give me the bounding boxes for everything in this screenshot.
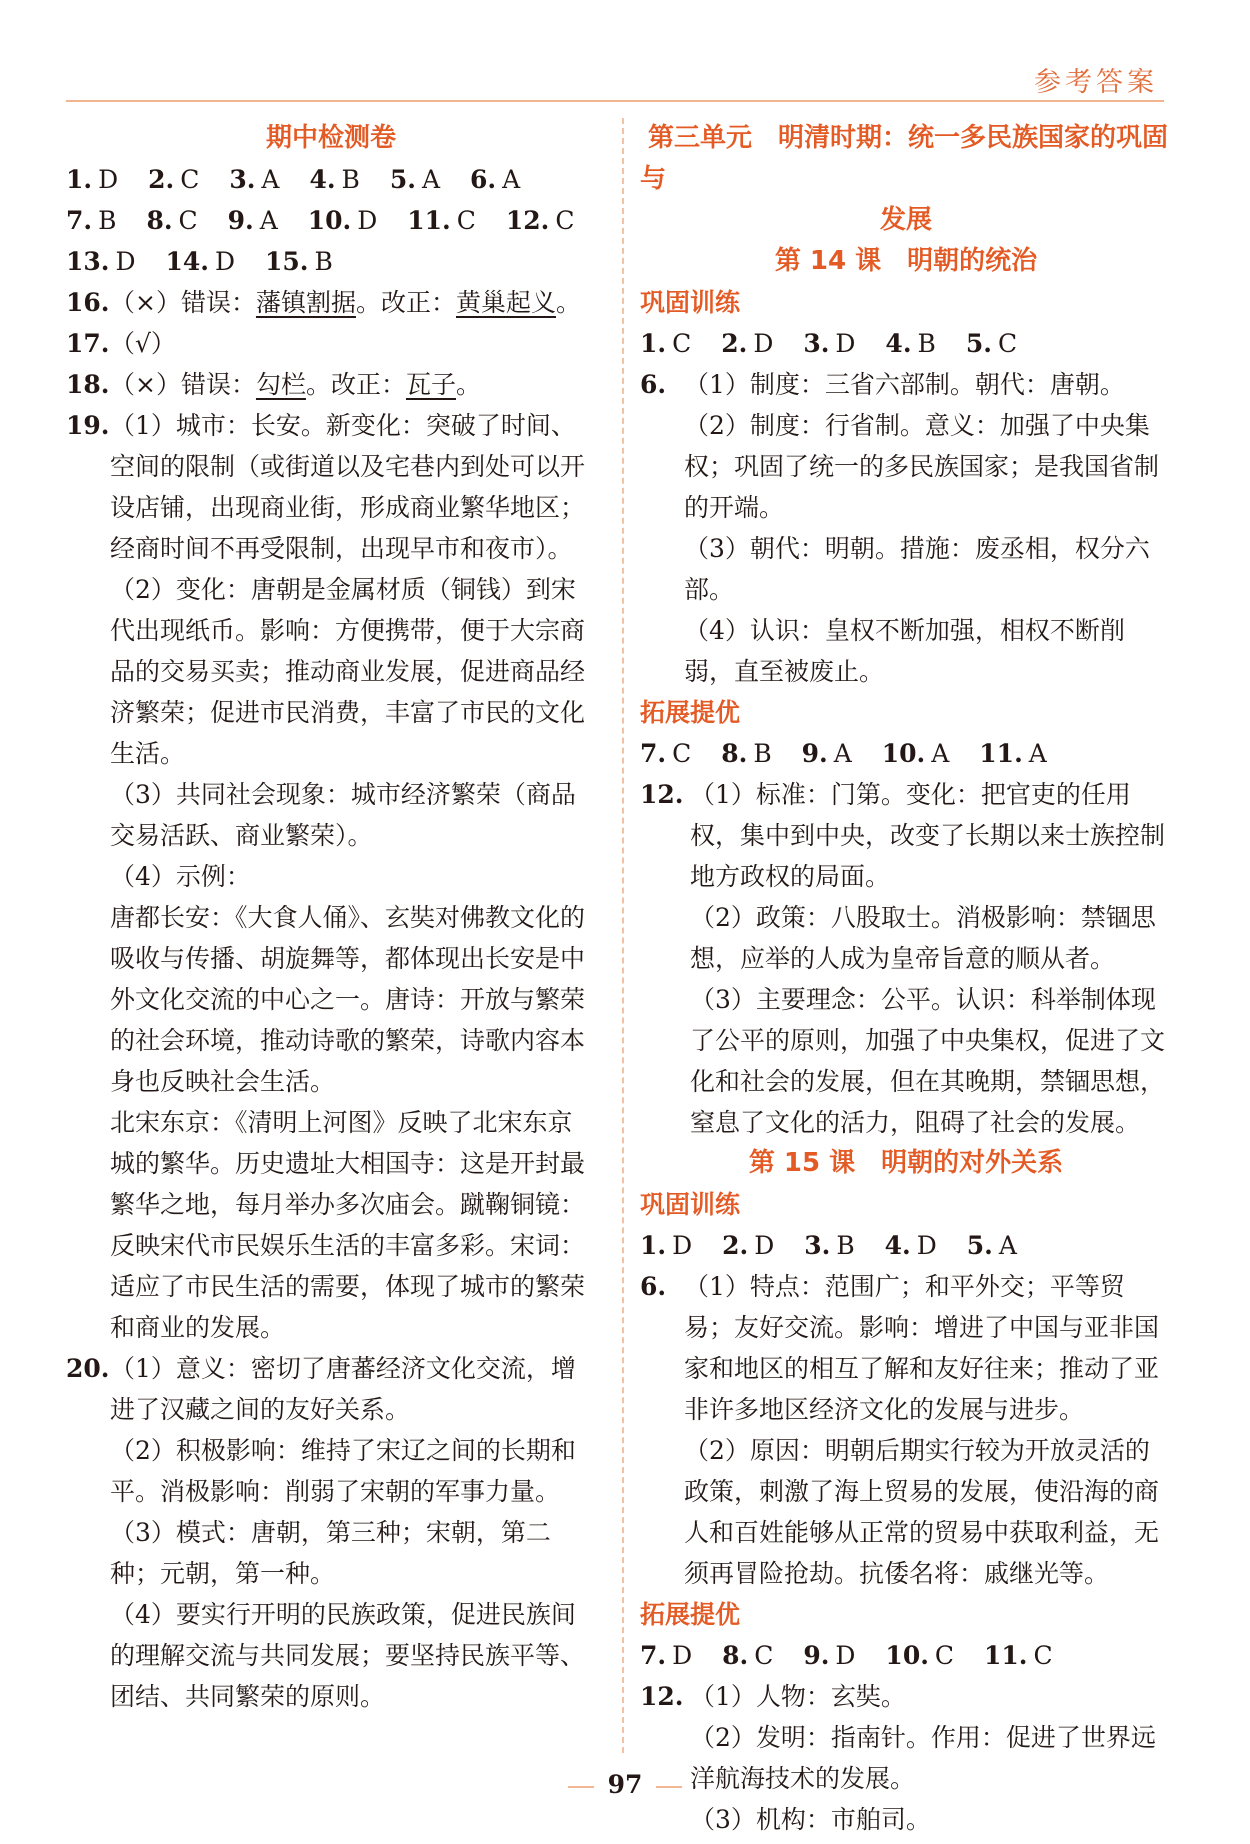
answer-paragraph: （2）变化：唐朝是金属材质（铜钱）到宋代出现纸币。影响：方便携带，便于大宗商品的交易买卖；推动商业发展，促进商品经济繁荣；促进市民消费，丰富了市民的文化生活。 — [110, 575, 586, 768]
answer-paragraph: （2）发明：指南针。作用：促进了世界远洋航海技术的发展。 — [690, 1723, 1156, 1793]
section-heading: 拓展提优 — [640, 698, 741, 727]
answer-paragraph: 唐都长安：《大食人俑》、玄奘对佛教文化的吸收与传播、胡旋舞等，都体现出长安是中外文化交流的中心之一。唐诗：开放与繁荣的社会环境，推动诗歌的繁荣，诗歌内容本身也反映社会生活。 — [110, 903, 586, 1096]
answer-paragraph: （2）原因：明朝后期实行较为开放灵活的政策，刺激了海上贸易的发展，使沿海的商人和百姓能够从正常的贸易中获取利益，无须再冒险抢劫。抗倭名将：戚继光等。 — [684, 1436, 1160, 1588]
answer-paragraph: （4）要实行开明的民族政策，促进民族间的理解交流与共同发展；要坚持民族平等、团结、共同繁荣的原则。 — [110, 1600, 586, 1711]
question-6: 6. （1）制度：三省六部制。朝代：唐朝。 （2）制度：行省制。意义：加强了中央集权；巩固了统一的多民族国家；是我国省制的开端。 （3）朝代：明朝。措施：废丞相，权分六部。 （4）认识：皇权不断加强，相权不断削弱，直至被废止。 — [640, 364, 1172, 692]
answer-paragraph: 北宋东京：《清明上河图》反映了北宋东京城的繁华。历史遗址大相国寺：这是开封最繁华之地，每月举办多次庙会。蹴鞠铜镜：反映宋代市民娱乐生活的丰富多彩。宋词：适应了市民生活的需要，体现了城市的繁荣和商业的发展。 — [110, 1108, 586, 1342]
mc-answer-row: 7. C 8. B 9. A 10. A 11. A — [640, 739, 1047, 768]
mc-answer-row: 1. D 2. D 3. B 4. D 5. A — [640, 1231, 1017, 1260]
section-heading: 巩固训练 — [640, 288, 741, 317]
question-12: 12. （1）标准：门第。变化：把官吏的任用权，集中到中央，改变了长期以来士族控制地方政权的局面。 （2）政策：八股取士。消极影响：禁锢思想，应举的人成为皇帝旨意的顺从者。 （3）主要理念：公平。认识：科举制体现了公平的原则，加强了中央集权，促进了文化和社会的发展，但在其晚期，禁锢思想，窒息了文化的活力，阻碍了社会的发展。 — [640, 774, 1172, 1143]
answer-paragraph: （3）朝代：明朝。措施：废丞相，权分六部。 — [684, 534, 1150, 604]
right-column — [640, 118, 1172, 1840]
left-column — [66, 118, 596, 1717]
answer-paragraph: （1）意义：密切了唐蕃经济文化交流，增进了汉藏之间的友好关系。 — [110, 1354, 576, 1424]
mc-answer-row: 7. D 8. C 9. D 10. C 11. C — [640, 1641, 1053, 1670]
section-heading: 拓展提优 — [640, 1600, 741, 1629]
mc-answer-row: 13. D 14. D 15. B — [66, 247, 333, 276]
answer-paragraph: （4）示例： — [110, 862, 251, 891]
header-label: 参考答案 — [1034, 67, 1158, 98]
answer-paragraph: （3）机构：市舶司。 — [690, 1805, 931, 1834]
question-18: 18. （×）错误：勾栏。改正：瓦子。 — [66, 370, 482, 399]
answer-paragraph: （2）政策：八股取士。消极影响：禁锢思想，应举的人成为皇帝旨意的顺从者。 — [690, 903, 1156, 973]
exam-title: 期中检测卷 — [265, 123, 396, 153]
mc-answer-row: 1. D 2. C 3. A 4. B 5. A 6. A — [66, 165, 521, 194]
answer-paragraph: （1）标准：门第。变化：把官吏的任用权，集中到中央，改变了长期以来士族控制地方政权的局面。 — [690, 780, 1166, 891]
mc-answer-row: 7. B 8. C 9. A 10. D 11. C 12. C — [66, 206, 575, 235]
column-divider — [622, 118, 624, 1753]
question-17: 17. （√） — [66, 329, 176, 358]
question-16: 16. （×）错误：藩镇割据。改正：黄巢起义。 — [66, 288, 582, 317]
question-12: 12. （1）人物：玄奘。 （2）发明：指南针。作用：促进了世界远洋航海技术的发展。 （3）机构：市舶司。 — [640, 1676, 1172, 1840]
answer-paragraph: （3）主要理念：公平。认识：科举制体现了公平的原则，加强了中央集权，促进了文化和社会的发展，但在其晚期，禁锢思想，窒息了文化的活力，阻碍了社会的发展。 — [690, 985, 1166, 1137]
mc-answer-row: 1. C 2. D 3. D 4. B 5. C — [640, 329, 1018, 358]
answer-paragraph: （1）人物：玄奘。 — [690, 1682, 906, 1711]
question-20: 20. （1）意义：密切了唐蕃经济文化交流，增进了汉藏之间的友好关系。 （2）积极影响：维持了宋辽之间的长期和平。消极影响：削弱了宋朝的军事力量。 （3）模式：唐朝，第三种；宋朝，第二种；元朝，第一种。 （4）要实行开明的民族政策，促进民族间的理解交流与共同发展；要坚持民族平等、团结、共同繁荣的原则。 — [66, 1348, 596, 1717]
answer-paragraph: （2）制度：行省制。意义：加强了中央集权；巩固了统一的多民族国家；是我国省制的开端。 — [684, 411, 1160, 522]
answer-paragraph: （3）模式：唐朝，第三种；宋朝，第二种；元朝，第一种。 — [110, 1518, 551, 1588]
lesson-15-title: 第 15 课 明朝的对外关系 — [748, 1148, 1064, 1178]
header-rule — [66, 100, 1164, 102]
page-number: 97 — [0, 1770, 1250, 1799]
answer-paragraph: （2）积极影响：维持了宋辽之间的长期和平。消极影响：削弱了宋朝的军事力量。 — [110, 1436, 576, 1506]
answer-paragraph: （3）共同社会现象：城市经济繁荣（商品交易活跃、商业繁荣）。 — [110, 780, 576, 850]
answer-paragraph: （4）认识：皇权不断加强，相权不断削弱，直至被废止。 — [684, 616, 1125, 686]
question-6: 6. （1）特点：范围广；和平外交；平等贸易；友好交流。影响：增进了中国与亚非国家和地区的相互了解和友好往来；推动了亚非许多地区经济文化的发展与进步。 （2）原因：明朝后期实行较为开放灵活的政策，刺激了海上贸易的发展，使沿海的商人和百姓能够从正常的贸易中获取利益，无须再冒险抢劫。抗倭名将：戚继光等。 — [640, 1266, 1172, 1594]
answer-paragraph: （1）制度：三省六部制。朝代：唐朝。 — [684, 370, 1125, 399]
answer-paragraph: （1）特点：范围广；和平外交；平等贸易；友好交流。影响：增进了中国与亚非国家和地区的相互了解和友好往来；推动了亚非许多地区经济文化的发展与进步。 — [684, 1272, 1160, 1424]
question-19: 19. （1）城市：长安。新变化：突破了时间、空间的限制（或街道以及宅巷内到处可以开设店铺，出现商业街，形成商业繁华地区；经商时间不再受限制，出现早市和夜市）。 （2）变化：唐朝是金属材质（铜钱）到宋代出现纸币。影响：方便携带，便于大宗商品的交易买卖；推动商业发展，促进商品经济繁荣；促进市民消费，丰富了市民的文化生活。 （3）共同社会现象：城市经济繁荣（商品交易活跃、商业繁荣）。 （4）示例： 唐都长安：《大食人俑》、玄奘对佛教文化的吸收与传播、胡旋舞等，都体现出长安是中外文化交流的中心之一。唐诗：开放与繁荣的社会环境，推动诗歌的繁荣，诗歌内容本身也反映社会生活。 北宋东京：《清明上河图》反映了北宋东京城的繁华。历史遗址大相国寺：这是开封最繁华之地，每月举办多次庙会。蹴鞠铜镜：反映宋代市民娱乐生活的丰富多彩。宋词：适应了市民生活的需要，体现了城市的繁荣和商业的发展。 — [66, 405, 596, 1348]
lesson-14-title: 第 14 课 明朝的统治 — [774, 246, 1038, 276]
section-heading: 巩固训练 — [640, 1190, 741, 1219]
answer-paragraph: （1）城市：长安。新变化：突破了时间、空间的限制（或街道以及宅巷内到处可以开设店铺，出现商业街，形成商业繁华地区；经商时间不再受限制，出现早市和夜市）。 — [110, 411, 586, 563]
unit-title: 第三单元 明清时期：统一多民族国家的巩固与 发展 — [640, 123, 1169, 235]
